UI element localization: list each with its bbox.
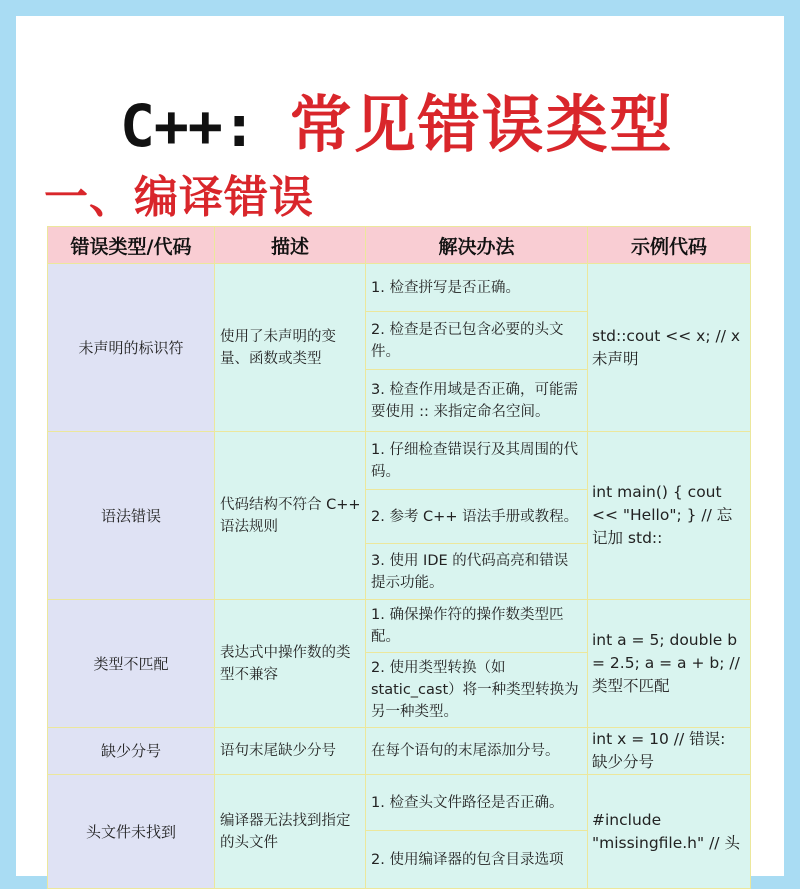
- description-cell: 代码结构不符合 C++ 语法规则: [215, 432, 366, 600]
- solution-cell: 2. 使用编译器的包含目录选项: [366, 831, 588, 889]
- description-cell: 编译器无法找到指定的头文件: [215, 775, 366, 889]
- solution-cell: 2. 检查是否已包含必要的头文件。: [366, 312, 588, 370]
- table-row: [48, 728, 751, 775]
- solution-cell: 1. 仔细检查错误行及其周围的代码。: [366, 432, 588, 490]
- example-cell: int x = 10 // 错误: 缺少分号: [588, 728, 751, 775]
- solution-cell: 1. 检查头文件路径是否正确。: [366, 775, 588, 831]
- table-row: [48, 600, 751, 653]
- description-cell: 语句末尾缺少分号: [215, 728, 366, 775]
- example-cell: int main() { cout << "Hello"; } // 忘记加 std::: [588, 432, 751, 600]
- section-heading: 一、编译错误: [44, 172, 314, 223]
- example-cell: std::cout << x; // x 未声明: [588, 264, 751, 432]
- header-type: 错误类型/代码: [48, 227, 215, 264]
- solution-cell: 3. 检查作用域是否正确，可能需要使用 :: 来指定命名空间。: [366, 370, 588, 432]
- solution-cell: 1. 检查拼写是否正确。: [366, 264, 588, 312]
- error-type-cell: 类型不匹配: [48, 600, 215, 728]
- header-solution: 解决办法: [366, 227, 588, 264]
- description-cell: 使用了未声明的变量、函数或类型: [215, 264, 366, 432]
- solution-cell: 2. 参考 C++ 语法手册或教程。: [366, 490, 588, 544]
- table-header-row: [48, 227, 751, 264]
- error-type-cell: 语法错误: [48, 432, 215, 600]
- solution-cell: 1. 确保操作符的操作数类型匹配。: [366, 600, 588, 653]
- errors-table: [47, 226, 751, 889]
- solution-cell: 在每个语句的末尾添加分号。: [366, 728, 588, 775]
- error-type-cell: 头文件未找到: [48, 775, 215, 889]
- title-prefix: C++:: [120, 92, 290, 160]
- table-row: [48, 264, 751, 312]
- solution-cell: 3. 使用 IDE 的代码高亮和错误提示功能。: [366, 544, 588, 600]
- title-main: 常见错误类型: [289, 88, 674, 161]
- error-type-cell: 未声明的标识符: [48, 264, 215, 432]
- example-cell: int a = 5; double b = 2.5; a = a + b; // 类型不匹配: [588, 600, 751, 728]
- description-cell: 表达式中操作数的类型不兼容: [215, 600, 366, 728]
- example-cell: #include "missingfile.h" // 头: [588, 775, 751, 889]
- error-type-cell: 缺少分号: [48, 728, 215, 775]
- header-description: 描述: [215, 227, 366, 264]
- table-row: [48, 775, 751, 831]
- page-title: [120, 80, 674, 170]
- table-row: [48, 432, 751, 490]
- header-example: 示例代码: [588, 227, 751, 264]
- solution-cell: 2. 使用类型转换（如 static_cast）将一种类型转换为另一种类型。: [366, 653, 588, 728]
